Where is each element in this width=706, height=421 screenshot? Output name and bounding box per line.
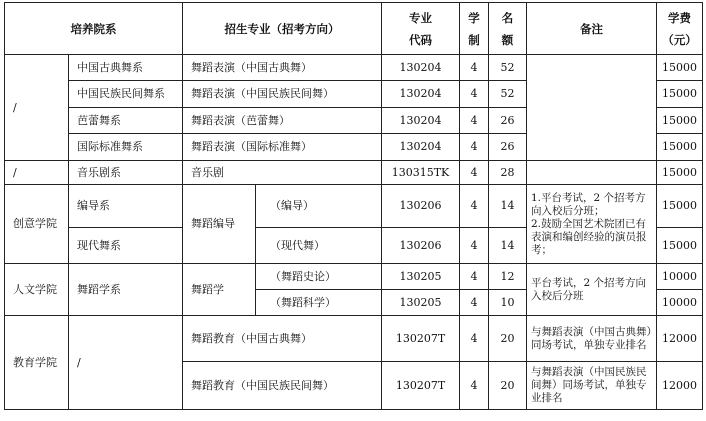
dept-cell: 音乐剧系 [69, 161, 183, 185]
table-row [5, 264, 703, 290]
code-cell: 130204 [382, 55, 460, 81]
direction-cell: （现代舞） [256, 228, 382, 264]
quota-cell: 14 [489, 185, 527, 228]
major-cell: 舞蹈表演（中国民族民间舞） [183, 81, 382, 108]
years-cell: 4 [460, 185, 489, 228]
fee-cell: 10000 [657, 290, 703, 316]
fee-cell: 15000 [657, 228, 703, 264]
remarks-cell: 与舞蹈表演（中国民族民间舞）同场考试，单独专业排名 [527, 362, 657, 410]
college-cell: 人文学院 [5, 264, 69, 316]
table-row [5, 185, 703, 228]
quota-cell: 14 [489, 228, 527, 264]
major-cell: 舞蹈学 [183, 264, 256, 316]
dept-cell: 芭蕾舞系 [69, 108, 183, 134]
major-cell: 舞蹈表演（国际标准舞） [183, 134, 382, 161]
college-cell: / [5, 55, 69, 161]
quota-cell: 20 [489, 316, 527, 362]
header-fee: 学费 （元） [657, 3, 703, 55]
quota-cell: 52 [489, 55, 527, 81]
code-cell: 130205 [382, 264, 460, 290]
header-quota: 名 额 [489, 3, 527, 55]
years-cell: 4 [460, 134, 489, 161]
code-cell: 130206 [382, 228, 460, 264]
fee-cell: 10000 [657, 264, 703, 290]
fee-cell: 15000 [657, 81, 703, 108]
table-row [5, 316, 703, 362]
code-cell: 130204 [382, 81, 460, 108]
fee-cell: 15000 [657, 134, 703, 161]
dept-cell: / [69, 316, 183, 410]
quota-cell: 10 [489, 290, 527, 316]
remarks-cell [527, 161, 657, 185]
college-cell: 教育学院 [5, 316, 69, 410]
quota-cell: 12 [489, 264, 527, 290]
years-cell: 4 [460, 108, 489, 134]
remarks-cell: 1.平台考试，2 个招考方向入校后分班； 2.鼓励全国艺术院团已有表演和编创经验的演员报考； [527, 185, 657, 264]
major-cell: 舞蹈教育（中国民族民间舞） [183, 362, 382, 410]
quota-cell: 20 [489, 362, 527, 410]
code-cell: 130205 [382, 290, 460, 316]
fee-cell: 12000 [657, 316, 703, 362]
major-cell: 舞蹈编导 [183, 185, 256, 264]
major-cell: 舞蹈教育（中国古典舞） [183, 316, 382, 362]
fee-cell: 15000 [657, 185, 703, 228]
years-cell: 4 [460, 290, 489, 316]
major-cell: 舞蹈表演（中国古典舞） [183, 55, 382, 81]
quota-cell: 28 [489, 161, 527, 185]
quota-cell: 52 [489, 81, 527, 108]
admissions-table [4, 2, 703, 410]
fee-cell: 15000 [657, 161, 703, 185]
code-cell: 130206 [382, 185, 460, 228]
header-major: 招生专业（招考方向） [183, 3, 382, 55]
header-remarks: 备注 [527, 3, 657, 55]
dept-cell: 国际标准舞系 [69, 134, 183, 161]
college-cell: / [5, 161, 69, 185]
fee-cell: 15000 [657, 55, 703, 81]
dept-cell: 中国古典舞系 [69, 55, 183, 81]
major-cell: 舞蹈表演（芭蕾舞） [183, 108, 382, 134]
fee-cell: 12000 [657, 362, 703, 410]
major-cell: 音乐剧 [183, 161, 382, 185]
header-college: 培养院系 [5, 3, 183, 55]
direction-cell: （编导） [256, 185, 382, 228]
years-cell: 4 [460, 264, 489, 290]
years-cell: 4 [460, 161, 489, 185]
dept-cell: 编导系 [69, 185, 183, 228]
years-cell: 4 [460, 55, 489, 81]
quota-cell: 26 [489, 108, 527, 134]
years-cell: 4 [460, 228, 489, 264]
dept-cell: 舞蹈学系 [69, 264, 183, 316]
dept-cell: 中国民族民间舞系 [69, 81, 183, 108]
years-cell: 4 [460, 316, 489, 362]
table-row [5, 55, 703, 81]
code-cell: 130207T [382, 362, 460, 410]
years-cell: 4 [460, 362, 489, 410]
direction-cell: （舞蹈科学） [256, 290, 382, 316]
fee-cell: 15000 [657, 108, 703, 134]
code-cell: 130207T [382, 316, 460, 362]
header-years: 学 制 [460, 3, 489, 55]
years-cell: 4 [460, 81, 489, 108]
quota-cell: 26 [489, 134, 527, 161]
code-cell: 130204 [382, 134, 460, 161]
remarks-cell: 平台考试，2 个招考方向入校后分班 [527, 264, 657, 316]
college-cell: 创意学院 [5, 185, 69, 264]
code-cell: 130204 [382, 108, 460, 134]
table-row [5, 161, 703, 185]
dept-cell: 现代舞系 [69, 228, 183, 264]
remarks-cell [527, 55, 657, 161]
remarks-cell: 与舞蹈表演（中国古典舞）同场考试，单独专业排名 [527, 316, 657, 362]
code-cell: 130315TK [382, 161, 460, 185]
header-code: 专业 代码 [382, 3, 460, 55]
header-row [5, 3, 703, 55]
direction-cell: （舞蹈史论） [256, 264, 382, 290]
